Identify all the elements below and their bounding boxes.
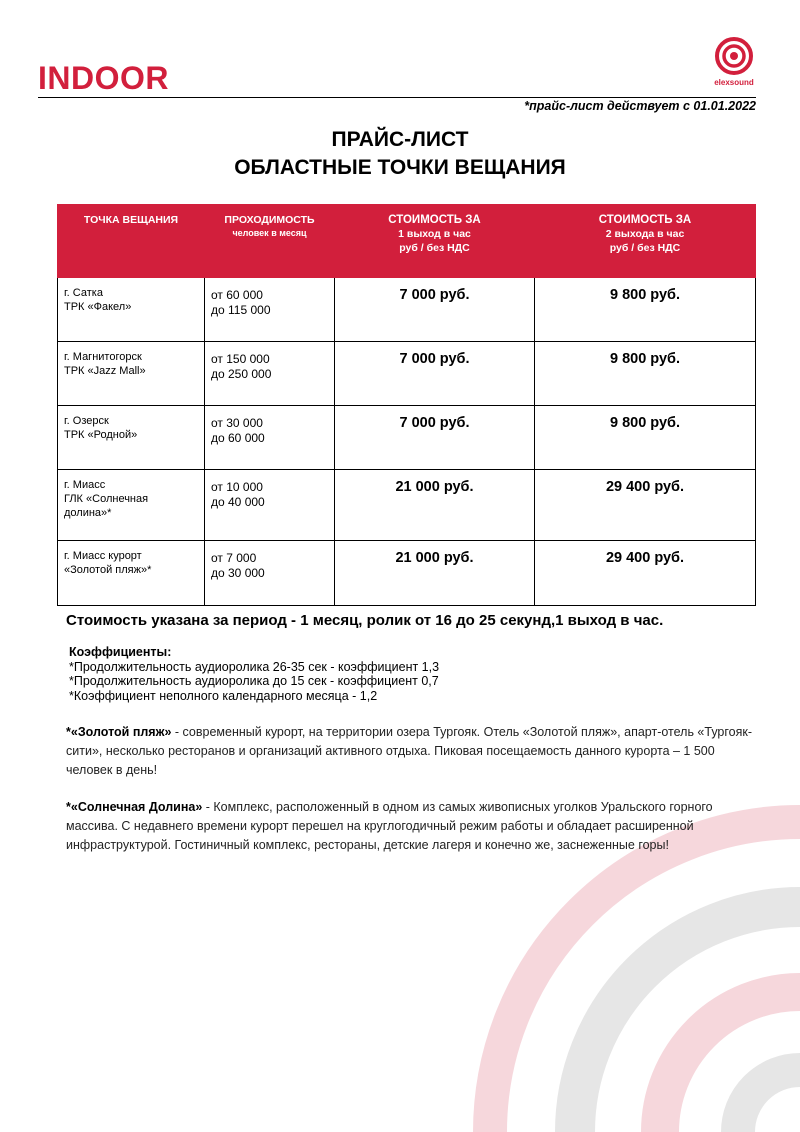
price-1-cell: 7 000 руб. [335, 406, 535, 470]
validity-note: *прайс-лист действует с 01.01.2022 [524, 99, 756, 113]
point-cell: г. Миасс курорт «Золотой пляж»* [58, 541, 205, 606]
price-2-cell: 29 400 руб. [535, 470, 756, 541]
table-row [58, 342, 756, 406]
logo-text: elexsound [714, 78, 754, 87]
title-line-1: ПРАЙС-ЛИСТ [331, 128, 469, 151]
traffic-cell: от 150 000 до 250 000 [205, 342, 335, 406]
coefficient-item: *Продолжительность аудиоролика 26-35 сек - коэффициент 1,3 [69, 659, 440, 674]
price-2-cell: 9 800 руб. [535, 406, 756, 470]
coefficient-item: *Коэффициент неполного календарного месяца - 1,2 [69, 688, 378, 703]
point-cell: г. Миасс ГЛК «Солнечная долина»* [58, 470, 205, 541]
point-cell: г. Сатка ТРК «Факел» [58, 278, 205, 342]
target-icon [712, 36, 756, 78]
title-line-2: ОБЛАСТНЫЕ ТОЧКИ ВЕЩАНИЯ [234, 156, 566, 179]
coefficient-item: *Продолжительность аудиоролика до 15 сек - коэффициент 0,7 [69, 674, 439, 688]
note-term: *«Золотой пляж» [66, 725, 172, 739]
note-term: *«Солнечная Долина» [66, 800, 203, 814]
price-2-cell: 9 800 руб. [535, 278, 756, 342]
price-2-cell: 9 800 руб. [535, 342, 756, 406]
traffic-cell: от 30 000 до 60 000 [205, 406, 335, 470]
header-point: ТОЧКА ВЕЩАНИЯ [58, 205, 205, 278]
header-price-1: СТОИМОСТЬ ЗА 1 выход в час руб / без НДС [335, 205, 535, 278]
elexsound-logo [712, 36, 756, 92]
note-zolotoy-plyazh [66, 723, 756, 780]
point-cell: г. Магнитогорск ТРК «Jazz Mall» [58, 342, 205, 406]
price-1-cell: 21 000 руб. [335, 470, 535, 541]
brand-title: INDOOR [38, 60, 169, 96]
header-divider [38, 97, 756, 98]
summary-text: Стоимость указана за период - 1 месяц, ролик от 16 до 25 секунд,1 выход в час. [66, 612, 664, 629]
price-1-cell: 21 000 руб. [335, 541, 535, 606]
note-text: - современный курорт, на территории озера Тургояк. Отель «Золотой пляж», апарт-отель «Тургояк-сити», несколько ресторанов и организаций активного отдыха. Пиковая посещаемость данного курорта – 1 500 человек в день! [66, 725, 753, 777]
table-row [58, 406, 756, 470]
price-1-cell: 7 000 руб. [335, 278, 535, 342]
table-row [58, 278, 756, 342]
traffic-cell: от 7 000 до 30 000 [205, 541, 335, 606]
point-cell: г. Озерск ТРК «Родной» [58, 406, 205, 470]
note-solnechnaya-dolina [66, 798, 756, 855]
traffic-cell: от 60 000 до 115 000 [205, 278, 335, 342]
header-traffic: ПРОХОДИМОСТЬ человек в месяц [205, 205, 335, 278]
price-1-cell: 7 000 руб. [335, 342, 535, 406]
price-table [57, 204, 756, 606]
page-title [0, 126, 800, 182]
table-row [58, 541, 756, 606]
coefficients-block [69, 645, 439, 703]
header-price-2: СТОИМОСТЬ ЗА 2 выхода в час руб / без НДС [535, 205, 756, 278]
traffic-cell: от 10 000 до 40 000 [205, 470, 335, 541]
coefficients-heading: Коэффициенты: [69, 645, 172, 659]
table-header-row [58, 205, 756, 278]
table-row [58, 470, 756, 541]
price-2-cell: 29 400 руб. [535, 541, 756, 606]
note-text: - Комплекс, расположенный в одном из самых живописных уголков Уральского горного массива. С недавнего времени курорт перешел на круглогодичный режим работы и обладает расширенной инфраструктурой. Гостиничный комплекс, рестораны, детские лагеря и конечно же, заснеженные горы! [66, 800, 713, 852]
